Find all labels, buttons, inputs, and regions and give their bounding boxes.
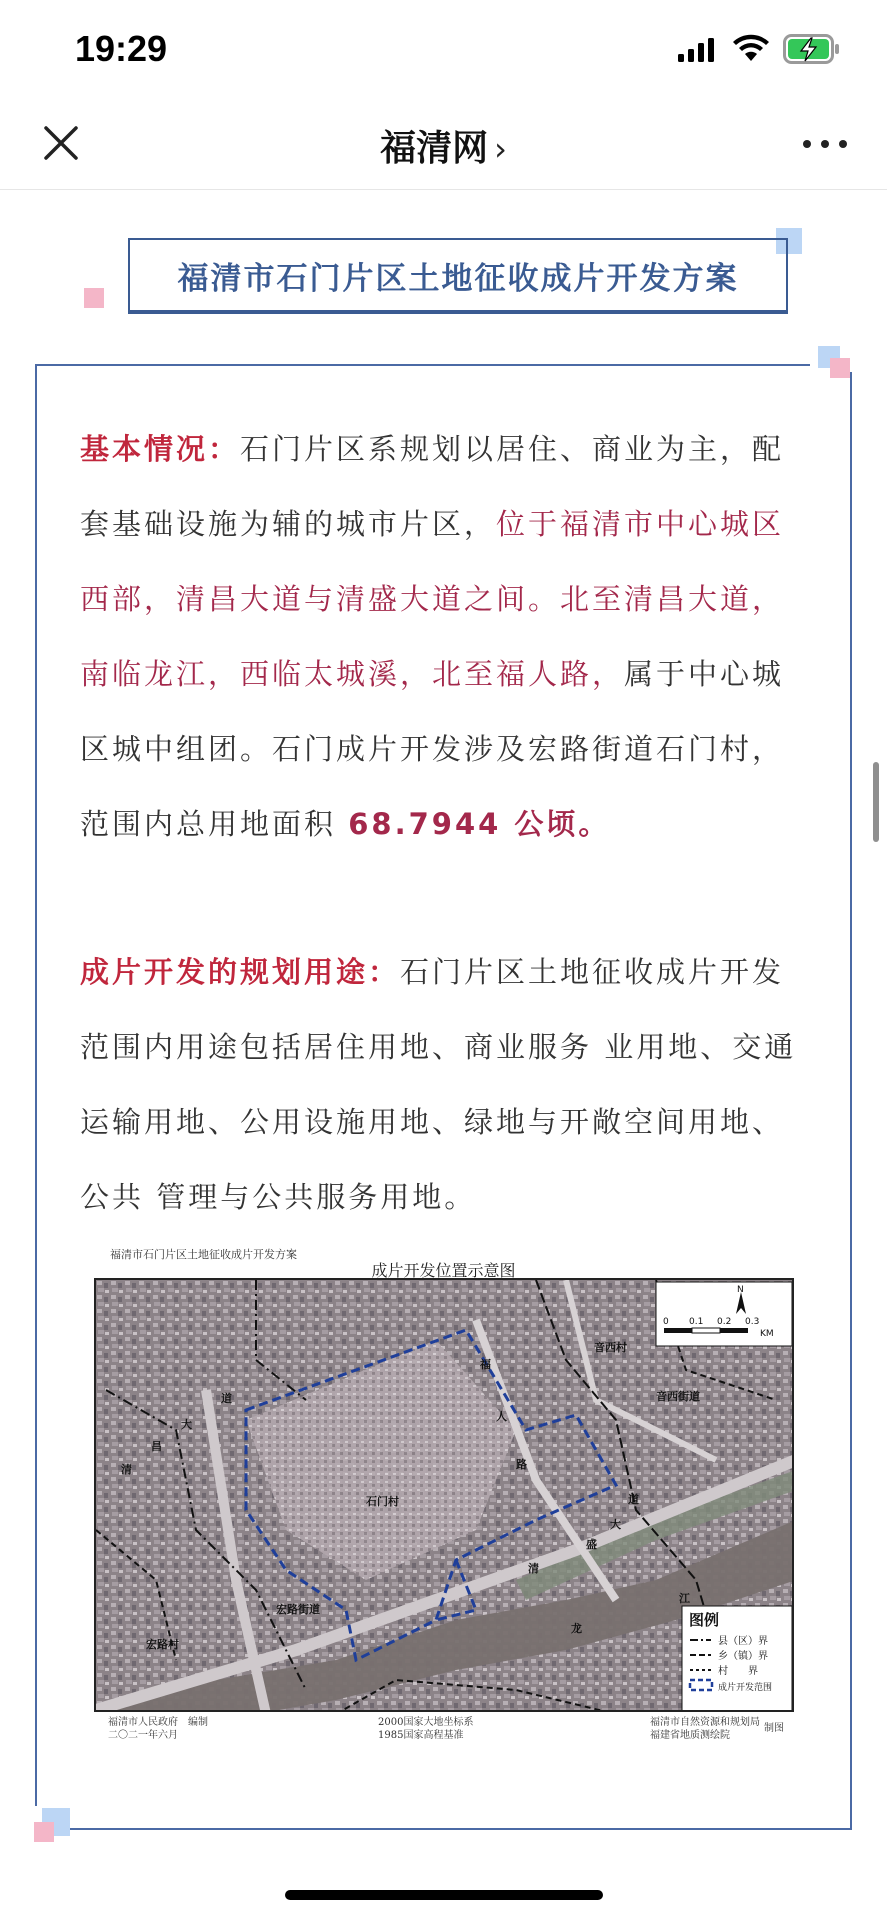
map-footer-bureau: 福清市自然资源和规划局 (650, 1717, 760, 1728)
deco-square-pink (830, 358, 850, 378)
basic-info-paragraph (80, 412, 805, 862)
map-label-dao-2: 道 (221, 1392, 232, 1405)
signal-icon (678, 38, 718, 62)
legend-item-development-area: 成片开发范围 (718, 1683, 773, 1693)
map-label-chang: 昌 (151, 1440, 162, 1453)
scale-unit: KM (760, 1329, 774, 1339)
map-title: 成片开发位置示意图 (371, 1261, 516, 1280)
map-label-qing-2: 清 (121, 1463, 132, 1476)
status-time: 19:29 (75, 28, 168, 69)
legend-item-county: 县（区）界 (718, 1636, 768, 1647)
map-label-hongbo-street: 宏路街道 (276, 1603, 320, 1616)
map-label-yinxi-village: 音西村 (594, 1341, 627, 1354)
legend-item-township: 乡（镇）界 (718, 1651, 768, 1662)
scale-tick-3: 0.3 (745, 1317, 760, 1327)
scrollbar[interactable] (873, 762, 879, 842)
scale-tick-2: 0.2 (717, 1317, 732, 1327)
wifi-icon (733, 34, 769, 62)
basic-info-location: 位于福清市中心城区西部，清昌大道与清盛大道之间。北至清昌大道，南临龙江，西临太城溪，北至福人路， (80, 507, 785, 691)
article-title-box (128, 238, 788, 314)
map-footer-date: 二〇二一年六月 (108, 1730, 178, 1741)
map-label-jiang: 江 (679, 1592, 690, 1605)
map-footer-elevation-datum: 1985国家高程基准 (378, 1730, 464, 1741)
map-footer-made: 制图 (764, 1723, 784, 1734)
legend-item-village: 村 界 (718, 1666, 758, 1677)
legend-title: 图例 (689, 1611, 720, 1629)
map-label-shimen-village: 石门村 (366, 1495, 399, 1508)
scale-tick-0: 0 (663, 1317, 669, 1327)
deco-square-pink (34, 1822, 54, 1842)
map-label-long: 龙 (571, 1622, 582, 1635)
more-icon[interactable] (800, 134, 850, 154)
map-label-lu: 路 (516, 1458, 527, 1471)
deco-square-pink (84, 288, 104, 308)
basic-info-area: 68.7944 公顷。 (348, 807, 611, 841)
map-label-dao: 道 (628, 1493, 639, 1506)
nav-title[interactable] (0, 120, 887, 171)
battery-charging-icon (783, 34, 841, 64)
map-footer-coordinate-system: 2000国家大地坐标系 (378, 1717, 474, 1728)
status-bar (0, 0, 887, 98)
chevron-right-icon: › (494, 130, 507, 168)
basic-info-label: 基本情况： (80, 432, 241, 466)
map-label-yinxi-street: 音西街道 (656, 1390, 700, 1403)
home-indicator[interactable] (285, 1890, 603, 1900)
map-footer-left (108, 1716, 208, 1742)
basic-info-text-2: 属于中心城区城中组团。石门成片开发涉及宏路街道石门村，范围内总用地面积 (80, 657, 785, 841)
map-label-hongbo-village: 宏路村 (146, 1638, 179, 1651)
usage-text: 石门片区土地征收成片开发范围内用途包括居住用地、商业服务 业用地、交通运输用地、公用设施用地、绿地与开敞空间用地、公共 管理与公共服务用地。 (80, 955, 797, 1214)
map-header: 福清市石门片区土地征收成片开发方案 (110, 1248, 297, 1261)
location-map (94, 1278, 794, 1712)
map-label-sheng: 盛 (586, 1538, 597, 1551)
map-footer-mid (378, 1716, 473, 1742)
map-label-ren: 人 (496, 1410, 507, 1423)
north-label: N (737, 1285, 744, 1295)
article-title: 福清市石门片区土地征收成片开发方案 (177, 260, 739, 297)
basic-info-text: 石门片区系规划以居住、商业为主，配套基础设施为辅的城市片区， (80, 432, 785, 541)
nav-bar (0, 98, 887, 190)
map-footer-compiler: 福清市人民政府 编制 (108, 1717, 208, 1728)
map-label-da: 大 (610, 1518, 621, 1531)
map-svg (96, 1280, 794, 1712)
usage-paragraph (80, 935, 805, 1235)
map-label-qing: 清 (528, 1562, 539, 1575)
nav-title-text: 福清网 (380, 128, 489, 169)
map-footer-right (650, 1716, 760, 1742)
usage-label: 成片开发的规划用途： (80, 955, 401, 989)
scale-tick-1: 0.1 (689, 1317, 704, 1327)
map-footer-institute: 福建省地质测绘院 (650, 1730, 730, 1741)
map-label-da-2: 大 (181, 1418, 192, 1431)
map-label-fu: 福 (480, 1358, 491, 1371)
